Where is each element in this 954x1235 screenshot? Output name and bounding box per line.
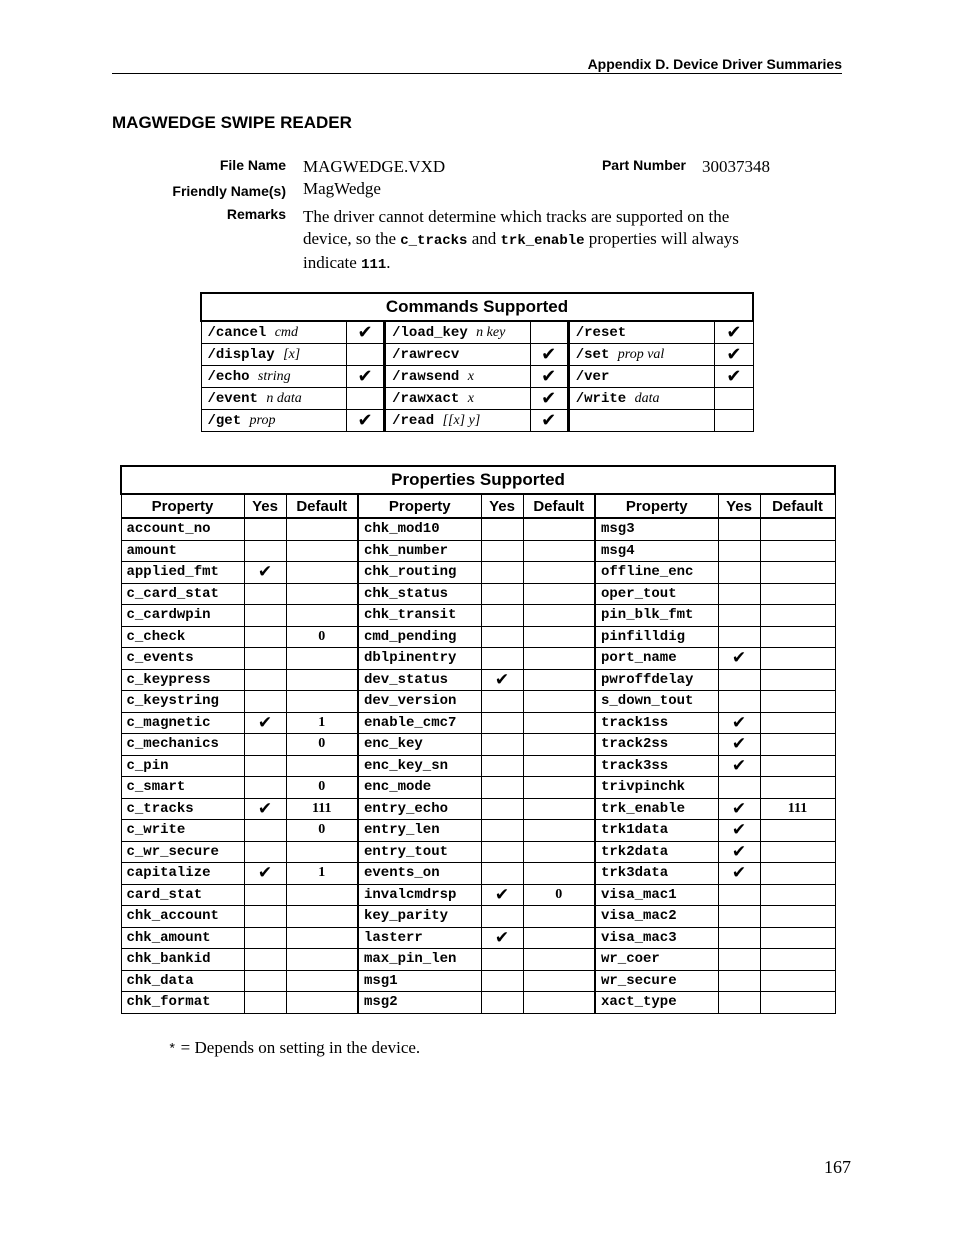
property-name: key_parity [358,906,481,928]
empty-cell [715,388,753,410]
yes-cell [481,734,523,756]
properties-header-row [121,494,835,518]
default-value [760,648,835,670]
default-value [523,648,595,670]
property-name: c_wr_secure [121,841,244,863]
property-name: c_keystring [121,691,244,713]
property-name: chk_transit [358,605,481,627]
yes-cell [244,992,286,1014]
yes-cell [244,841,286,863]
yes-cell [481,583,523,605]
empty-cell [715,410,753,432]
property-name: visa_mac1 [595,884,718,906]
yes-cell [481,777,523,799]
page-header: Appendix D. Device Driver Summaries [112,56,842,74]
yes-cell [718,605,760,627]
default-value: 1 [286,863,358,885]
default-value [760,755,835,777]
property-name: track3ss [595,755,718,777]
properties-table [120,465,836,1014]
property-name: trivpinchk [595,777,718,799]
yes-cell [244,605,286,627]
default-value [523,712,595,734]
property-name: c_check [121,626,244,648]
command-row [201,410,753,432]
yes-cell [718,992,760,1014]
command-cell: /write data [568,388,715,410]
property-name: card_stat [121,884,244,906]
check-icon: ✔ [718,841,760,863]
default-value [286,970,358,992]
property-name: enc_key_sn [358,755,481,777]
yes-cell [481,712,523,734]
property-name: chk_data [121,970,244,992]
default-value: 1 [286,712,358,734]
property-name: chk_status [358,583,481,605]
property-name: c_keypress [121,669,244,691]
column-header-default: Default [760,494,835,518]
property-name: trk2data [595,841,718,863]
default-value [523,518,595,540]
command-cell: /rawxact x [385,388,531,410]
default-value [760,970,835,992]
property-name: trk1data [595,820,718,842]
column-header-yes: Yes [244,494,286,518]
commands-caption: Commands Supported [201,293,753,321]
property-name: dev_version [358,691,481,713]
check-icon: ✔ [244,712,286,734]
table-row [121,626,835,648]
check-icon: ✔ [481,884,523,906]
default-value [760,734,835,756]
table-row [121,863,835,885]
remarks-text [303,206,823,276]
check-icon: ✔ [244,798,286,820]
command-cell: /rawrecv [385,344,531,366]
table-row [121,691,835,713]
default-value [523,863,595,885]
yes-cell [481,562,523,584]
default-value [523,927,595,949]
yes-cell [718,540,760,562]
property-name: trk_enable [595,798,718,820]
yes-cell [244,755,286,777]
property-name: c_smart [121,777,244,799]
default-value [286,755,358,777]
default-value [760,626,835,648]
default-value [286,884,358,906]
table-row [121,884,835,906]
section-title: MAGWEDGE SWIPE READER [112,113,352,132]
default-value [286,669,358,691]
command-cell: /load_key n key [385,321,531,344]
default-value [523,734,595,756]
property-name: trk3data [595,863,718,885]
yes-cell [718,669,760,691]
command-cell: /reset [568,321,715,344]
part-number-value: 30037348 [702,157,770,176]
yes-cell [481,691,523,713]
default-value [760,712,835,734]
property-name: amount [121,540,244,562]
default-value [760,927,835,949]
default-value [523,841,595,863]
property-name: wr_coer [595,949,718,971]
yes-cell [244,970,286,992]
command-cell: /echo string [201,366,347,388]
default-value [760,605,835,627]
default-value [523,626,595,648]
check-icon: ✔ [715,366,753,388]
property-name: c_cardwpin [121,605,244,627]
table-row [121,798,835,820]
table-row [121,755,835,777]
property-name: c_magnetic [121,712,244,734]
check-icon: ✔ [715,344,753,366]
check-icon: ✔ [347,366,385,388]
yes-cell [244,906,286,928]
default-value [286,540,358,562]
table-row [121,927,835,949]
property-name: dblpinentry [358,648,481,670]
yes-cell [244,927,286,949]
property-name: c_card_stat [121,583,244,605]
footnote: * = Depends on setting in the device. [168,1038,421,1058]
yes-cell [244,540,286,562]
default-value [523,992,595,1014]
remarks-line-3: indicate 111. [303,253,391,273]
default-value [286,992,358,1014]
default-value [523,906,595,928]
table-row [121,562,835,584]
command-cell [568,410,715,432]
default-value: 0 [286,777,358,799]
yes-cell [481,841,523,863]
property-name: events_on [358,863,481,885]
default-value [523,605,595,627]
check-icon: ✔ [347,410,385,432]
default-value [760,949,835,971]
default-value [286,906,358,928]
column-header-yes: Yes [718,494,760,518]
property-name: chk_routing [358,562,481,584]
column-header-default: Default [286,494,358,518]
yes-cell [718,583,760,605]
default-value [286,949,358,971]
default-value [760,540,835,562]
default-value: 111 [286,798,358,820]
default-value [523,777,595,799]
check-icon: ✔ [481,927,523,949]
property-name: entry_echo [358,798,481,820]
check-icon: ✔ [244,863,286,885]
check-icon: ✔ [530,344,568,366]
table-row [121,712,835,734]
default-value: 0 [286,820,358,842]
command-cell: /cancel cmd [201,321,347,344]
default-value [760,562,835,584]
yes-cell [718,518,760,540]
yes-cell [481,970,523,992]
property-name: s_down_tout [595,691,718,713]
default-value [760,884,835,906]
yes-cell [244,949,286,971]
property-name: chk_mod10 [358,518,481,540]
property-name: enc_key [358,734,481,756]
yes-cell [718,691,760,713]
table-row [121,669,835,691]
default-value: 0 [523,884,595,906]
yes-cell [244,734,286,756]
yes-cell [244,518,286,540]
yes-cell [481,798,523,820]
yes-cell [244,691,286,713]
default-value [286,648,358,670]
yes-cell [481,755,523,777]
yes-cell [244,648,286,670]
check-icon: ✔ [718,863,760,885]
command-row [201,321,753,344]
table-row [121,583,835,605]
empty-cell [530,321,568,344]
property-name: xact_type [595,992,718,1014]
property-name: c_pin [121,755,244,777]
default-value [760,583,835,605]
property-name: account_no [121,518,244,540]
default-value [760,518,835,540]
default-value [523,540,595,562]
default-value [760,820,835,842]
table-row [121,648,835,670]
property-name: entry_tout [358,841,481,863]
column-header-default: Default [523,494,595,518]
command-row [201,388,753,410]
default-value [523,562,595,584]
property-name: max_pin_len [358,949,481,971]
yes-cell [481,518,523,540]
yes-cell [481,605,523,627]
property-name: cmd_pending [358,626,481,648]
command-cell: /ver [568,366,715,388]
commands-table [200,292,754,432]
remarks-label: Remarks [226,206,286,222]
yes-cell [481,992,523,1014]
yes-cell [481,906,523,928]
command-cell: /get prop [201,410,347,432]
yes-cell [481,820,523,842]
column-header-property: Property [595,494,718,518]
default-value: 0 [286,626,358,648]
remarks-line-2: device, so the c_tracks and trk_enable properties will always [303,229,739,249]
default-value: 111 [760,798,835,820]
property-name: invalcmdrsp [358,884,481,906]
check-icon: ✔ [715,321,753,344]
empty-cell [347,344,385,366]
page-number: 167 [824,1157,851,1177]
property-name: c_events [121,648,244,670]
yes-cell [481,949,523,971]
yes-cell [718,562,760,584]
property-name: pin_blk_fmt [595,605,718,627]
property-name: enc_mode [358,777,481,799]
yes-cell [481,863,523,885]
check-icon: ✔ [718,712,760,734]
file-name-value: MAGWEDGE.VXD [303,157,446,176]
default-value [523,691,595,713]
yes-cell [718,970,760,992]
command-row [201,366,753,388]
command-cell: /event n data [201,388,347,410]
table-row [121,518,835,540]
table-row [121,970,835,992]
yes-cell [718,949,760,971]
default-value [523,970,595,992]
property-name: c_mechanics [121,734,244,756]
column-header-property: Property [121,494,244,518]
property-name: lasterr [358,927,481,949]
property-name: oper_tout [595,583,718,605]
check-icon: ✔ [481,669,523,691]
default-value [286,605,358,627]
default-value [286,691,358,713]
check-icon: ✔ [244,562,286,584]
yes-cell [244,820,286,842]
yes-cell [718,777,760,799]
empty-cell [347,388,385,410]
property-name: dev_status [358,669,481,691]
remarks-line-1: The driver cannot determine which tracks are supported on the [303,207,730,226]
default-value [286,518,358,540]
yes-cell [718,884,760,906]
table-row [121,820,835,842]
property-name: offline_enc [595,562,718,584]
property-name: entry_len [358,820,481,842]
property-name: msg2 [358,992,481,1014]
property-name: chk_number [358,540,481,562]
friendly-name-value: MagWedge [303,179,381,198]
default-value [760,863,835,885]
yes-cell [718,906,760,928]
property-name: wr_secure [595,970,718,992]
default-value [760,691,835,713]
default-value [286,562,358,584]
command-cell: /set prop val [568,344,715,366]
property-name: msg4 [595,540,718,562]
check-icon: ✔ [347,321,385,344]
check-icon: ✔ [530,410,568,432]
table-row [121,734,835,756]
property-name: msg1 [358,970,481,992]
friendly-name-label: Friendly Name(s) [172,183,286,199]
property-name: c_write [121,820,244,842]
default-value [760,777,835,799]
command-cell: /rawsend x [385,366,531,388]
default-value [523,583,595,605]
default-value [286,927,358,949]
property-name: capitalize [121,863,244,885]
default-value [523,949,595,971]
check-icon: ✔ [718,648,760,670]
default-value [760,992,835,1014]
default-value [523,820,595,842]
check-icon: ✔ [718,820,760,842]
table-row [121,841,835,863]
table-row [121,906,835,928]
default-value [523,798,595,820]
check-icon: ✔ [718,734,760,756]
file-name-label: File Name [219,157,286,173]
property-name: port_name [595,648,718,670]
default-value [760,841,835,863]
property-name: track1ss [595,712,718,734]
yes-cell [718,626,760,648]
default-value [286,841,358,863]
part-number-label: Part Number [601,157,686,173]
column-header-property: Property [358,494,481,518]
yes-cell [244,626,286,648]
command-cell: /display [x] [201,344,347,366]
property-name: chk_amount [121,927,244,949]
property-name: enable_cmc7 [358,712,481,734]
yes-cell [244,884,286,906]
table-row [121,605,835,627]
table-row [121,992,835,1014]
default-value [760,669,835,691]
yes-cell [718,927,760,949]
property-name: c_tracks [121,798,244,820]
property-name: msg3 [595,518,718,540]
column-header-yes: Yes [481,494,523,518]
check-icon: ✔ [718,755,760,777]
property-name: applied_fmt [121,562,244,584]
property-name: chk_format [121,992,244,1014]
command-row [201,344,753,366]
default-value: 0 [286,734,358,756]
default-value [760,906,835,928]
check-icon: ✔ [530,366,568,388]
yes-cell [481,626,523,648]
property-name: pinfilldig [595,626,718,648]
property-name: pwroffdelay [595,669,718,691]
check-icon: ✔ [530,388,568,410]
yes-cell [481,540,523,562]
default-value [523,755,595,777]
command-cell: /read [[x] y] [385,410,531,432]
default-value [523,669,595,691]
default-value [286,583,358,605]
property-name: chk_bankid [121,949,244,971]
yes-cell [244,777,286,799]
property-name: visa_mac2 [595,906,718,928]
properties-caption: Properties Supported [121,466,835,494]
yes-cell [244,583,286,605]
check-icon: ✔ [718,798,760,820]
yes-cell [481,648,523,670]
property-name: track2ss [595,734,718,756]
table-row [121,777,835,799]
property-name: chk_account [121,906,244,928]
table-row [121,540,835,562]
property-name: visa_mac3 [595,927,718,949]
yes-cell [244,669,286,691]
table-row [121,949,835,971]
